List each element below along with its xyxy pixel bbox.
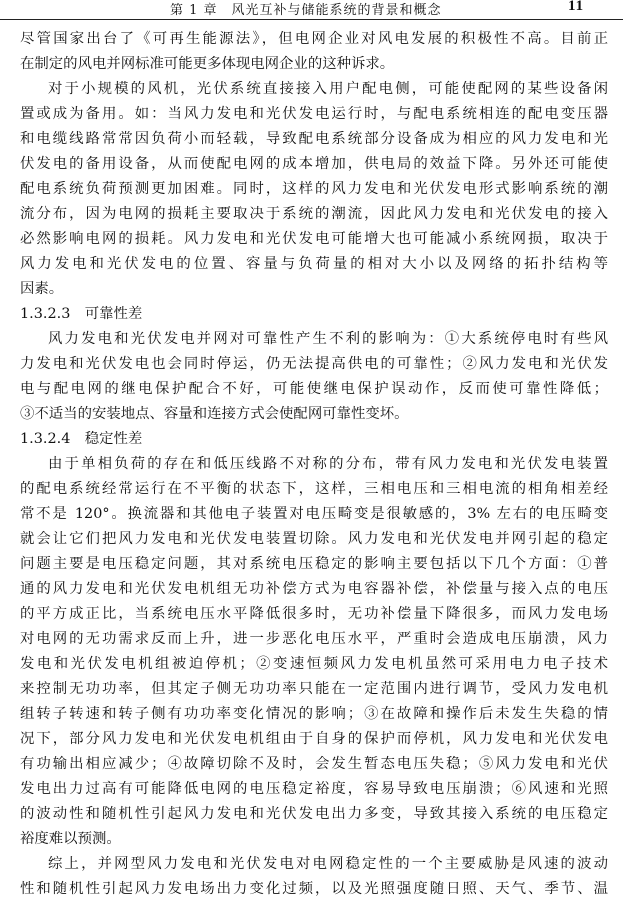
paragraph-line: 来控制无功功率，但其定子侧无功功率只能在一定范围内进行调节，受风力发电机 — [20, 681, 608, 697]
paragraph-line: 必然影响电网的损耗。风力发电和光伏发电可能增大也可能减小系统网损，取决于 — [20, 231, 608, 247]
paragraph-line: 力发电和光伏发电也会同时停运，仍无法提高供电的可靠性；②风力发电和光伏发 — [20, 356, 608, 372]
paragraph-line: 通的风力发电和光伏发电机组无功补偿方式为电容器补偿，补偿量与接入点的电压 — [20, 581, 608, 597]
paragraph-line: 有功输出相应减少；④故障切除不及时，会发生暂态电压失稳；⑤风力发电和光伏 — [20, 756, 608, 772]
paragraph-line: 组转子转速和转子侧有功功率变化情况的影响；③在故障和操作后未发生失稳的情 — [20, 706, 608, 722]
paragraph-line: 和电缆线路常常因负荷小而轻载，导致配电系统部分设备成为相应的风力发电和光 — [20, 131, 608, 147]
running-header — [0, 0, 623, 20]
paragraph-line: 尽管国家出台了《可再生能源法》，但电网企业对风电发展的积极性不高。目前正 — [20, 31, 608, 47]
paragraph-line: 的平方成正比，当系统电压水平降低很多时，无功补偿量下降很多，而风力发电场 — [20, 606, 608, 622]
section-heading: 1.3.2.3 可靠性差 — [20, 306, 143, 322]
paragraph-line: 综上，并网型风力发电和光伏发电对电网稳定性的一个主要威胁是风速的波动 — [48, 856, 608, 872]
paragraph-line: 对电网的无功需求反而上升，进一步恶化电压水平，严重时会造成电压崩溃，风力 — [20, 631, 608, 647]
page-number: 11 — [568, 0, 585, 14]
paragraph-line: 由于单相负荷的存在和低压线路不对称的分布，带有风力发电和光伏发电装置 — [48, 456, 608, 472]
section-heading: 1.3.2.4 稳定性差 — [20, 431, 143, 447]
paragraph-line: 发电和光伏发电机组被迫停机；②变速恒频风力发电机虽然可采用电力电子技术 — [20, 656, 608, 672]
paragraph-line: 对于小规模的风机，光伏系统直接接入用户配电侧，可能使配网的某些设备闲 — [48, 81, 608, 97]
paragraph-line: 在制定的风电并网标准可能更多体现电网企业的这种诉求。 — [20, 56, 395, 72]
paragraph-line: 的波动性和随机性引起风力发电和光伏发电出力多变，导致其接入系统的电压稳定 — [20, 806, 608, 822]
paragraph-line: 况下，部分风力发电和光伏发电机组由于自身的保护而停机，风力发电和光伏发电 — [20, 731, 608, 747]
paragraph-line: ③不适当的安装地点、容量和连接方式会使配网可靠性变坏。 — [20, 406, 409, 422]
paragraph-line: 就会让它们把风力发电和光伏发电装置切除。风力发电和光伏发电并网引起的稳定 — [20, 531, 608, 547]
paragraph-line: 常不是 120°。换流器和其他电子装置对电压畸变是很敏感的，3% 左右的电压畸变 — [20, 506, 608, 522]
paragraph-line: 伏发电的备用设备，从而使配电网的成本增加，供电局的效益下降。另外还可能使 — [20, 156, 608, 172]
chapter-title: 第 1 章 风光互补与储能系统的背景和概念 — [170, 3, 442, 18]
paragraph-line: 电与配电网的继电保护配合不好，可能使继电保护误动作，反而使可靠性降低； — [20, 381, 608, 397]
paragraph-line: 裕度难以预测。 — [20, 831, 121, 847]
paragraph-line: 发电出力过高有可能降低电网的电压稳定裕度，容易导致电压崩溃；⑥风速和光照 — [20, 781, 608, 797]
paragraph-line: 性和随机性引起风力发电场出力变化过频，以及光照强度随日照、天气、季节、温 — [20, 881, 608, 897]
paragraph-line: 风力发电和光伏发电的位置、容量与负荷量的相对大小以及网络的拓扑结构等 — [20, 256, 608, 272]
paragraph-line: 置或成为备用。如：当风力发电和光伏发电运行时，与配电系统相连的配电变压器 — [20, 106, 608, 122]
paragraph-line: 问题主要是电压稳定问题，其对系统电压稳定的影响主要包括以下几个方面：①普 — [20, 556, 608, 572]
paragraph-line: 因素。 — [20, 281, 64, 297]
paragraph-line: 风力发电和光伏发电并网对可靠性产生不利的影响为：①大系统停电时有些风 — [48, 331, 608, 347]
paragraph-line: 的配电系统经常运行在不平衡的状态下，这样，三相电压和三相电流的相角相差经 — [20, 481, 608, 497]
paragraph-line: 流分布，因为电网的损耗主要取决于系统的潮流，因此风力发电和光伏发电的接入 — [20, 206, 608, 222]
paragraph-line: 配电系统负荷预测更加困难。同时，这样的风力发电和光伏发电形式影响系统的潮 — [20, 181, 608, 197]
